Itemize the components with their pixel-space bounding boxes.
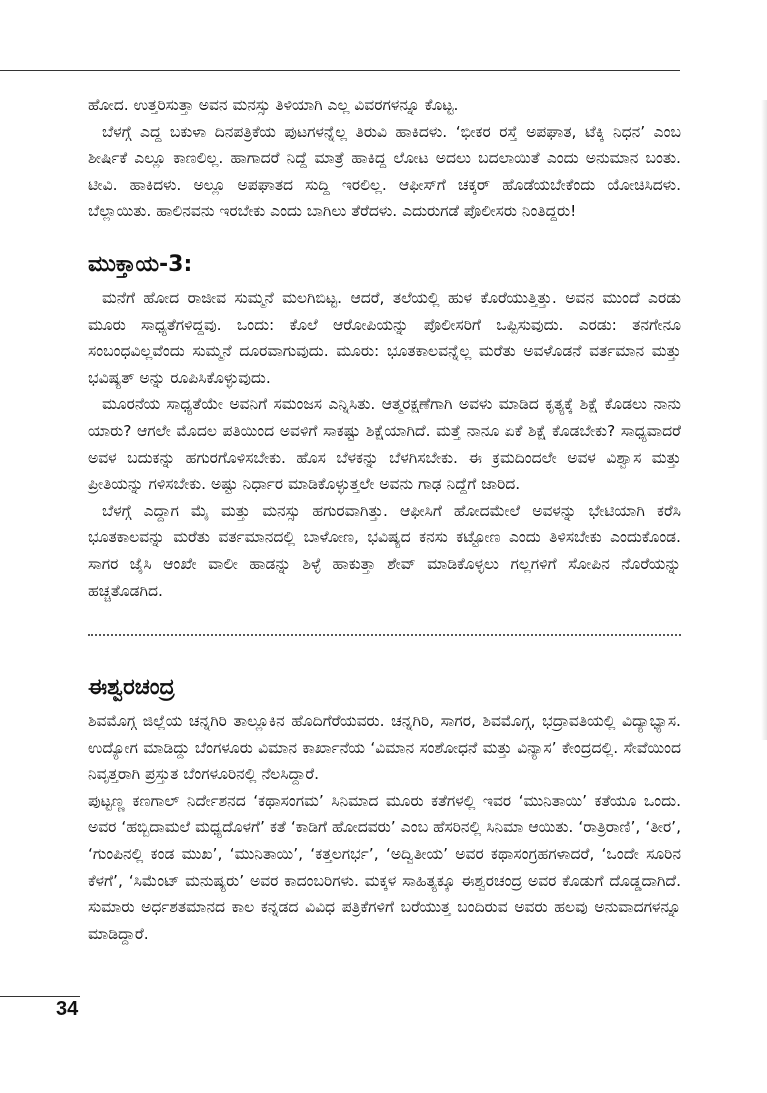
section-heading: ಮುಕ್ತಾಯ-3:: [88, 251, 193, 277]
story-paragraph: ಬೆಳಗ್ಗೆ ಎದ್ದ ಬಕುಳಾ ದಿನಪತ್ರಿಕೆಯ ಪುಟಗಳನ್ನೆಲ್ಲ ತಿರುವಿ ಹಾಕಿದಳು. ‘ಭೀಕರ ರಸ್ತೆ ಅಪಘಾತ, ಟೆಕ್ಕಿ ನಿಧನ’ ಎಂಬ ಶೀರ್ಷಿಕೆ ಎಲ್ಲೂ ಕಾಣಲಿಲ್ಲ. ಹಾಗಾದರೆ ನಿದ್ದೆ ಮಾತ್ರೆ ಹಾಕಿದ್ದ ಲೋಟ ಅದಲು ಬದಲಾಯಿತೆ ಎಂದು ಅನುಮಾನ ಬಂತು. ಟೀವಿ. ಹಾಕಿದಳು. ಅಲ್ಲೂ ಅಪಘಾತದ ಸುದ್ದಿ ಇರಲಿಲ್ಲ. ಆಫೀಸ್‌ಗೆ ಚಕ್ಕರ್ ಹೊಡೆಯಬೇಕೆಂದು ಯೋಚಿಸಿದಳು. ಬೆಲ್ಲಾಯಿತು. ಹಾಲಿನವನು ಇರಬೇಕು ಎಂದು ಬಾಗಿಲು ತೆರೆದಳು. ಎದುರುಗಡೆ ಪೊಲೀಸರು ನಿಂತಿದ್ದರು!: [88, 122, 681, 221]
story-paragraph: ಬೆಳಗ್ಗೆ ಎದ್ದಾಗ ಮೈ ಮತ್ತು ಮನಸ್ಸು ಹಗುರವಾಗಿತ್ತು. ಆಫೀಸಿಗೆ ಹೋದಮೇಲೆ ಅವಳನ್ನು ಭೇಟಿಯಾಗಿ ಕರೆಸಿ ಭೂತಕಾಲವನ್ನು ಮರೆತು ವರ್ತಮಾನದಲ್ಲಿ ಬಾಳೋಣ, ಭವಿಷ್ಯದ ಕನಸು ಕಟ್ಟೋಣ ಎಂದು ತಿಳಿಸಬೇಕು ಎಂದುಕೊಂಡ. ಸಾಗರ ಜೈಸಿ ಆಂಖೇ ವಾಲೀ ಹಾಡನ್ನು ಶಿಳ್ಳೆ ಹಾಕುತ್ತಾ ಶೇವ್ ಮಾಡಿಕೊಳ್ಳಲು ಗಲ್ಲಗಳಿಗೆ ಸೋಪಿನ ನೊರೆಯನ್ನು ಹಚ್ಚತೊಡಗಿದ.: [88, 501, 681, 600]
author-bio-paragraph: ಶಿವಮೊಗ್ಗ ಜಿಲ್ಲೆಯ ಚನ್ನಗಿರಿ ತಾಲ್ಲೂಕಿನ ಹೊದಿಗೆರೆಯವರು. ಚನ್ನಗಿರಿ, ಸಾಗರ, ಶಿವಮೊಗ್ಗ, ಭದ್ರಾವತಿಯಲ್ಲಿ ವಿದ್ಯಾಭ್ಯಾಸ. ಉದ್ಯೋಗ ಮಾಡಿದ್ದು ಬೆಂಗಳೂರು ವಿಮಾನ ಕಾರ್ಖಾನೆಯ ‘ವಿಮಾನ ಸಂಶೋಧನೆ ಮತ್ತು ವಿನ್ಯಾಸ’ ಕೇಂದ್ರದಲ್ಲಿ. ಸೇವೆಯಿಂದ ನಿವೃತ್ತರಾಗಿ ಪ್ರಸ್ತುತ ಬೆಂಗಳೂರಿನಲ್ಲಿ ನೆಲಸಿದ್ದಾರೆ.: [88, 712, 681, 784]
author-name-heading: ಈಶ್ವರಚಂದ್ರ: [88, 675, 175, 701]
page-content: [88, 92, 681, 947]
page-edge-shadow: [761, 100, 767, 740]
dotted-separator: [88, 634, 681, 636]
author-bio-paragraph: ಪುಟ್ಟಣ್ಣ ಕಣಗಾಲ್ ನಿರ್ದೇಶನದ ‘ಕಥಾಸಂಗಮ’ ಸಿನಿಮಾದ ಮೂರು ಕತೆಗಳಲ್ಲಿ ಇವರ ‘ಮುನಿತಾಯಿ’ ಕತೆಯೂ ಒಂದು. ಅವರ ‘ಹಬ್ಬಿದಾಮಲೆ ಮಧ್ಯದೊಳಗೆ’ ಕತೆ ‘ಕಾಡಿಗೆ ಹೋದವರು’ ಎಂಬ ಹೆಸರಿನಲ್ಲಿ ಸಿನಿಮಾ ಆಯಿತು. ‘ರಾತ್ರಿರಾಣಿ’, ‘ತೀರ’, ‘ಗುಂಪಿನಲ್ಲಿ ಕಂಡ ಮುಖ’, ‘ಮುನಿತಾಯಿ’, ‘ಕತ್ತಲಗರ್ಭ’, ‘ಅದ್ವಿತೀಯ’ ಅವರ ಕಥಾಸಂಗ್ರಹಗಳಾದರೆ, ‘ಒಂದೇ ಸೂರಿನ ಕೆಳಗೆ’, ‘ಸಿಮೆಂಟ್ ಮನುಷ್ಯರು’ ಅವರ ಕಾದಂಬರಿಗಳು. ಮಕ್ಕಳ ಸಾಹಿತ್ಯಕ್ಕೂ ಈಶ್ವರಚಂದ್ರ ಅವರ ಕೊಡುಗೆ ದೊಡ್ಡದಾಗಿದೆ. ಸುಮಾರು ಅರ್ಧಶತಮಾನದ ಕಾಲ ಕನ್ನಡದ ವಿವಿಧ ಪತ್ರಿಕೆಗಳಿಗೆ ಬರೆಯುತ್ತ ಬಂದಿರುವ ಅವರು ಹಲವು ಅನುವಾದಗಳನ್ನೂ ಮಾಡಿದ್ದಾರೆ.: [88, 791, 681, 943]
top-rule: [0, 70, 680, 71]
story-paragraph: ಮನೆಗೆ ಹೋದ ರಾಜೀವ ಸುಮ್ಮನೆ ಮಲಗಿಬಿಟ್ಟ. ಆದರೆ, ತಲೆಯಲ್ಲಿ ಹುಳ ಕೊರೆಯುತ್ತಿತ್ತು. ಅವನ ಮುಂದೆ ಎರಡು ಮೂರು ಸಾಧ್ಯತೆಗಳಿದ್ದವು. ಒಂದು: ಕೊಲೆ ಆರೋಪಿಯನ್ನು ಪೊಲೀಸರಿಗೆ ಒಪ್ಪಿಸುವುದು. ಎರಡು: ತನಗೇನೂ ಸಂಬಂಧವಿಲ್ಲವೆಂದು ಸುಮ್ಮನೆ ದೂರವಾಗುವುದು. ಮೂರು: ಭೂತಕಾಲವನ್ನೆಲ್ಲ ಮರೆತು ಅವಳೊಡನೆ ವರ್ತಮಾನ ಮತ್ತು ಭವಿಷ್ಯತ್ ಅನ್ನು ರೂಪಿಸಿಕೊಳ್ಳುವುದು.: [88, 288, 681, 387]
story-paragraph: ಹೋದ. ಉತ್ತರಿಸುತ್ತಾ ಅವನ ಮನಸ್ಸು ತಿಳಿಯಾಗಿ ಎಲ್ಲ ವಿವರಗಳನ್ನೂ ಕೊಟ್ಟ.: [88, 96, 459, 114]
story-paragraph: ಮೂರನೆಯ ಸಾಧ್ಯತೆಯೇ ಅವನಿಗೆ ಸಮಂಜಸ ಎನ್ನಿಸಿತು. ಆತ್ಮರಕ್ಷಣೆಗಾಗಿ ಅವಳು ಮಾಡಿದ ಕೃತ್ಯಕ್ಕೆ ಶಿಕ್ಷೆ ಕೊಡಲು ನಾನು ಯಾರು? ಆಗಲೇ ಮೊದಲ ಪತಿಯಿಂದ ಅವಳಿಗೆ ಸಾಕಷ್ಟು ಶಿಕ್ಷೆಯಾಗಿದೆ. ಮತ್ತೆ ನಾನೂ ಏಕೆ ಶಿಕ್ಷೆ ಕೊಡಬೇಕು? ಸಾಧ್ಯವಾದರೆ ಅವಳ ಬದುಕನ್ನು ಹಗುರಗೊಳಿಸಬೇಕು. ಹೊಸ ಬೆಳಕನ್ನು ಬೆಳಗಿಸಬೇಕು. ಈ ಕ್ರಮದಿಂದಲೇ ಅವಳ ವಿಶ್ವಾಸ ಮತ್ತು ಪ್ರೀತಿಯನ್ನು ಗಳಿಸಬೇಕು. ಅಷ್ಟು ನಿರ್ಧಾರ ಮಾಡಿಕೊಳ್ಳುತ್ತಲೇ ಅವನು ಗಾಢ ನಿದ್ದೆಗೆ ಜಾರಿದ.: [88, 395, 681, 494]
page-number: 34: [56, 998, 79, 1020]
footer-rule: [0, 996, 80, 997]
